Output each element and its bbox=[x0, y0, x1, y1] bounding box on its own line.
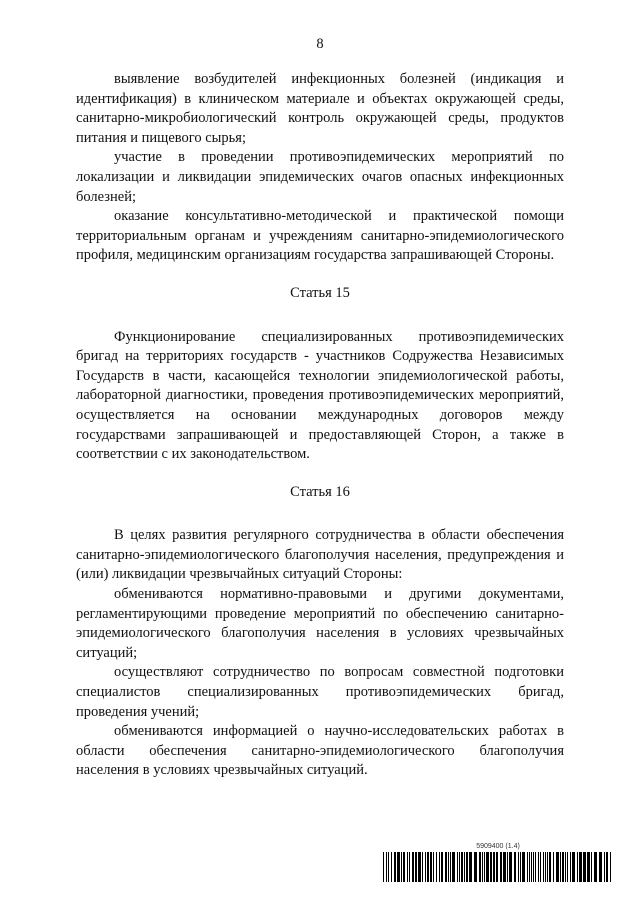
barcode-bars bbox=[383, 852, 613, 882]
barcode bbox=[383, 843, 613, 885]
paragraph: выявление возбудителей инфекционных болезней (индикация и идентификация) в клиническом материале и объектах окружающей среды, санитарно-микробиологический контроль окружающей среды, продуктов питания и пищевого сырья; bbox=[76, 71, 564, 146]
paragraph: обмениваются информацией о научно-исследовательских работах в области обеспечения санитарно-эпидемиологического благополучия населения в условиях чрезвычайных ситуаций. bbox=[76, 723, 564, 779]
article-16-title: Статья 16 bbox=[290, 483, 350, 500]
document-body bbox=[76, 70, 564, 781]
paragraph: участие в проведении противоэпидемических мероприятий по локализации и ликвидации эпидемических очагов опасных инфекционных болезней; bbox=[76, 149, 564, 205]
article-15-title: Статья 15 bbox=[290, 284, 350, 301]
page-number: 8 bbox=[316, 36, 324, 52]
barcode-label: 5909400 (1.4) bbox=[476, 843, 520, 850]
paragraph: оказание консультативно-методической и практической помощи территориальным органам и учреждениям санитарно-эпидемиологического профиля, медицинским организациям государства запрашивающей Стороны. bbox=[76, 208, 564, 264]
paragraph: осуществляют сотрудничество по вопросам совместной подготовки специалистов специализированных противоэпидемических бригад, проведения учений; bbox=[76, 664, 564, 720]
paragraph: обмениваются нормативно-правовыми и другими документами, регламентирующими проведение мероприятий по обеспечению санитарно-эпидемиологического благополучия населения в условиях чрезвычайных ситуаций; bbox=[76, 586, 564, 661]
paragraph: В целях развития регулярного сотрудничества в области обеспечения санитарно-эпидемиологического благополучия населения, предупреждения и (или) ликвидации чрезвычайных ситуаций Стороны: bbox=[76, 527, 564, 583]
paragraph: Функционирование специализированных противоэпидемических бригад на территориях государств - участников Содружества Независимых Государств в части, касающейся технологии эпидемиологической работы, лабораторной диагностики, проведения противоэпидемических мероприятий, осуществляется на основании международных договоров между государствами запрашивающей и предоставляющей Сторон, а также в соответствии с их законодательством. bbox=[76, 328, 564, 463]
